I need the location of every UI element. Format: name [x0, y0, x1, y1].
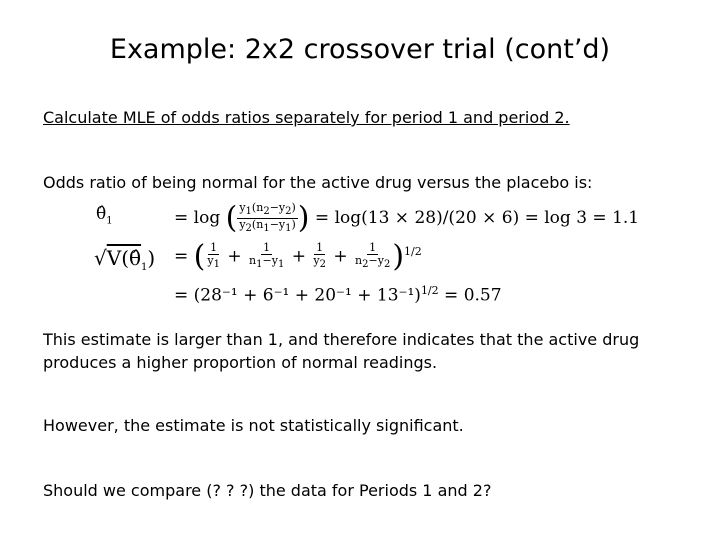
intro-text: Odds ratio of being normal for the active drug versus the placebo is: [43, 173, 593, 192]
theta-hat-symbol: $\thetâ_1$ [96, 204, 113, 227]
sqrt-variance-symbol: $√V(\thetâ_1)$ [94, 246, 156, 273]
formula-block [90, 200, 690, 310]
variance-value-equation: = $(28^{-1} + 6^{-1} + 20^{-1} + 13^{-1})^{1/2} = 0.57$ [174, 284, 502, 306]
variance-equation: = ( $\frac{1}{y_1}$ + $\frac{1}{n_1-y_1}$ + $\frac{1}{y_2}$ + $\frac{1}{n_2-y_2}$ )$^{1/2}$ [174, 239, 422, 274]
slide-title: Example: 2x2 crossover trial (cont’d) [109, 34, 611, 65]
paragraph-interpretation: This estimate is larger than 1, and therefore indicates that the active drug produces a higher proportion of normal readings. [43, 330, 640, 372]
odds-ratio-equation: = log ( $\frac{y_1(n_2-y_2)}{y_2(n_1-y_1)}$ ) = log(13 × 28)/(20 × 6) = log 3 = 1.1 [174, 200, 640, 236]
paragraph-significance: However, the estimate is not statistically significant. [43, 416, 464, 435]
section-heading: Calculate MLE of odds ratios separately for period 1 and period 2. [43, 108, 570, 127]
paragraph-question: Should we compare (? ? ?) the data for Periods 1 and 2? [43, 481, 492, 500]
